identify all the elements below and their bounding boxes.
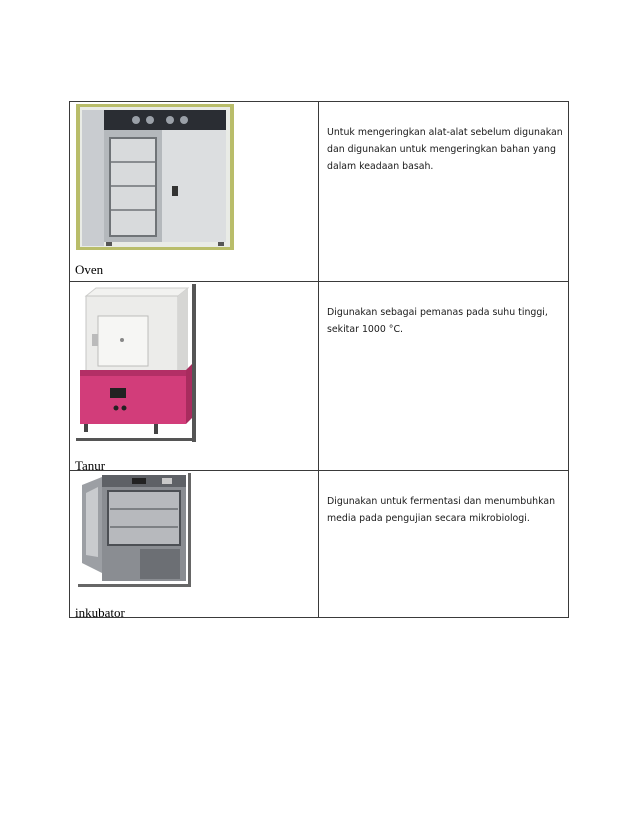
table-row: [70, 102, 568, 282]
equipment-cell: [70, 282, 319, 473]
equipment-table: [69, 101, 569, 618]
furnace-icon: [76, 284, 198, 442]
description-cell: [319, 471, 568, 617]
equipment-cell: [70, 471, 319, 620]
equipment-description: Untuk mengeringkan alat-alat sebelum digunakan dan digunakan untuk mengeringkan bahan yang dalam keadaan basah.: [327, 127, 563, 172]
oven-icon: [76, 104, 234, 250]
description-cell: [319, 282, 568, 470]
description-cell: [319, 102, 568, 281]
incubator-icon: [78, 473, 192, 587]
equipment-cell: [70, 102, 319, 281]
table-row: [70, 282, 568, 471]
equipment-name: Tanur: [75, 458, 106, 473]
equipment-name: inkubator: [75, 605, 125, 620]
table-row: [70, 471, 568, 620]
equipment-name: Oven: [75, 262, 104, 277]
equipment-description: Digunakan untuk fermentasi dan menumbuhkan media pada pengujian secara mikrobiologi.: [327, 496, 556, 524]
equipment-description: Digunakan sebagai pemanas pada suhu tinggi, sekitar 1000 °C.: [327, 307, 548, 335]
